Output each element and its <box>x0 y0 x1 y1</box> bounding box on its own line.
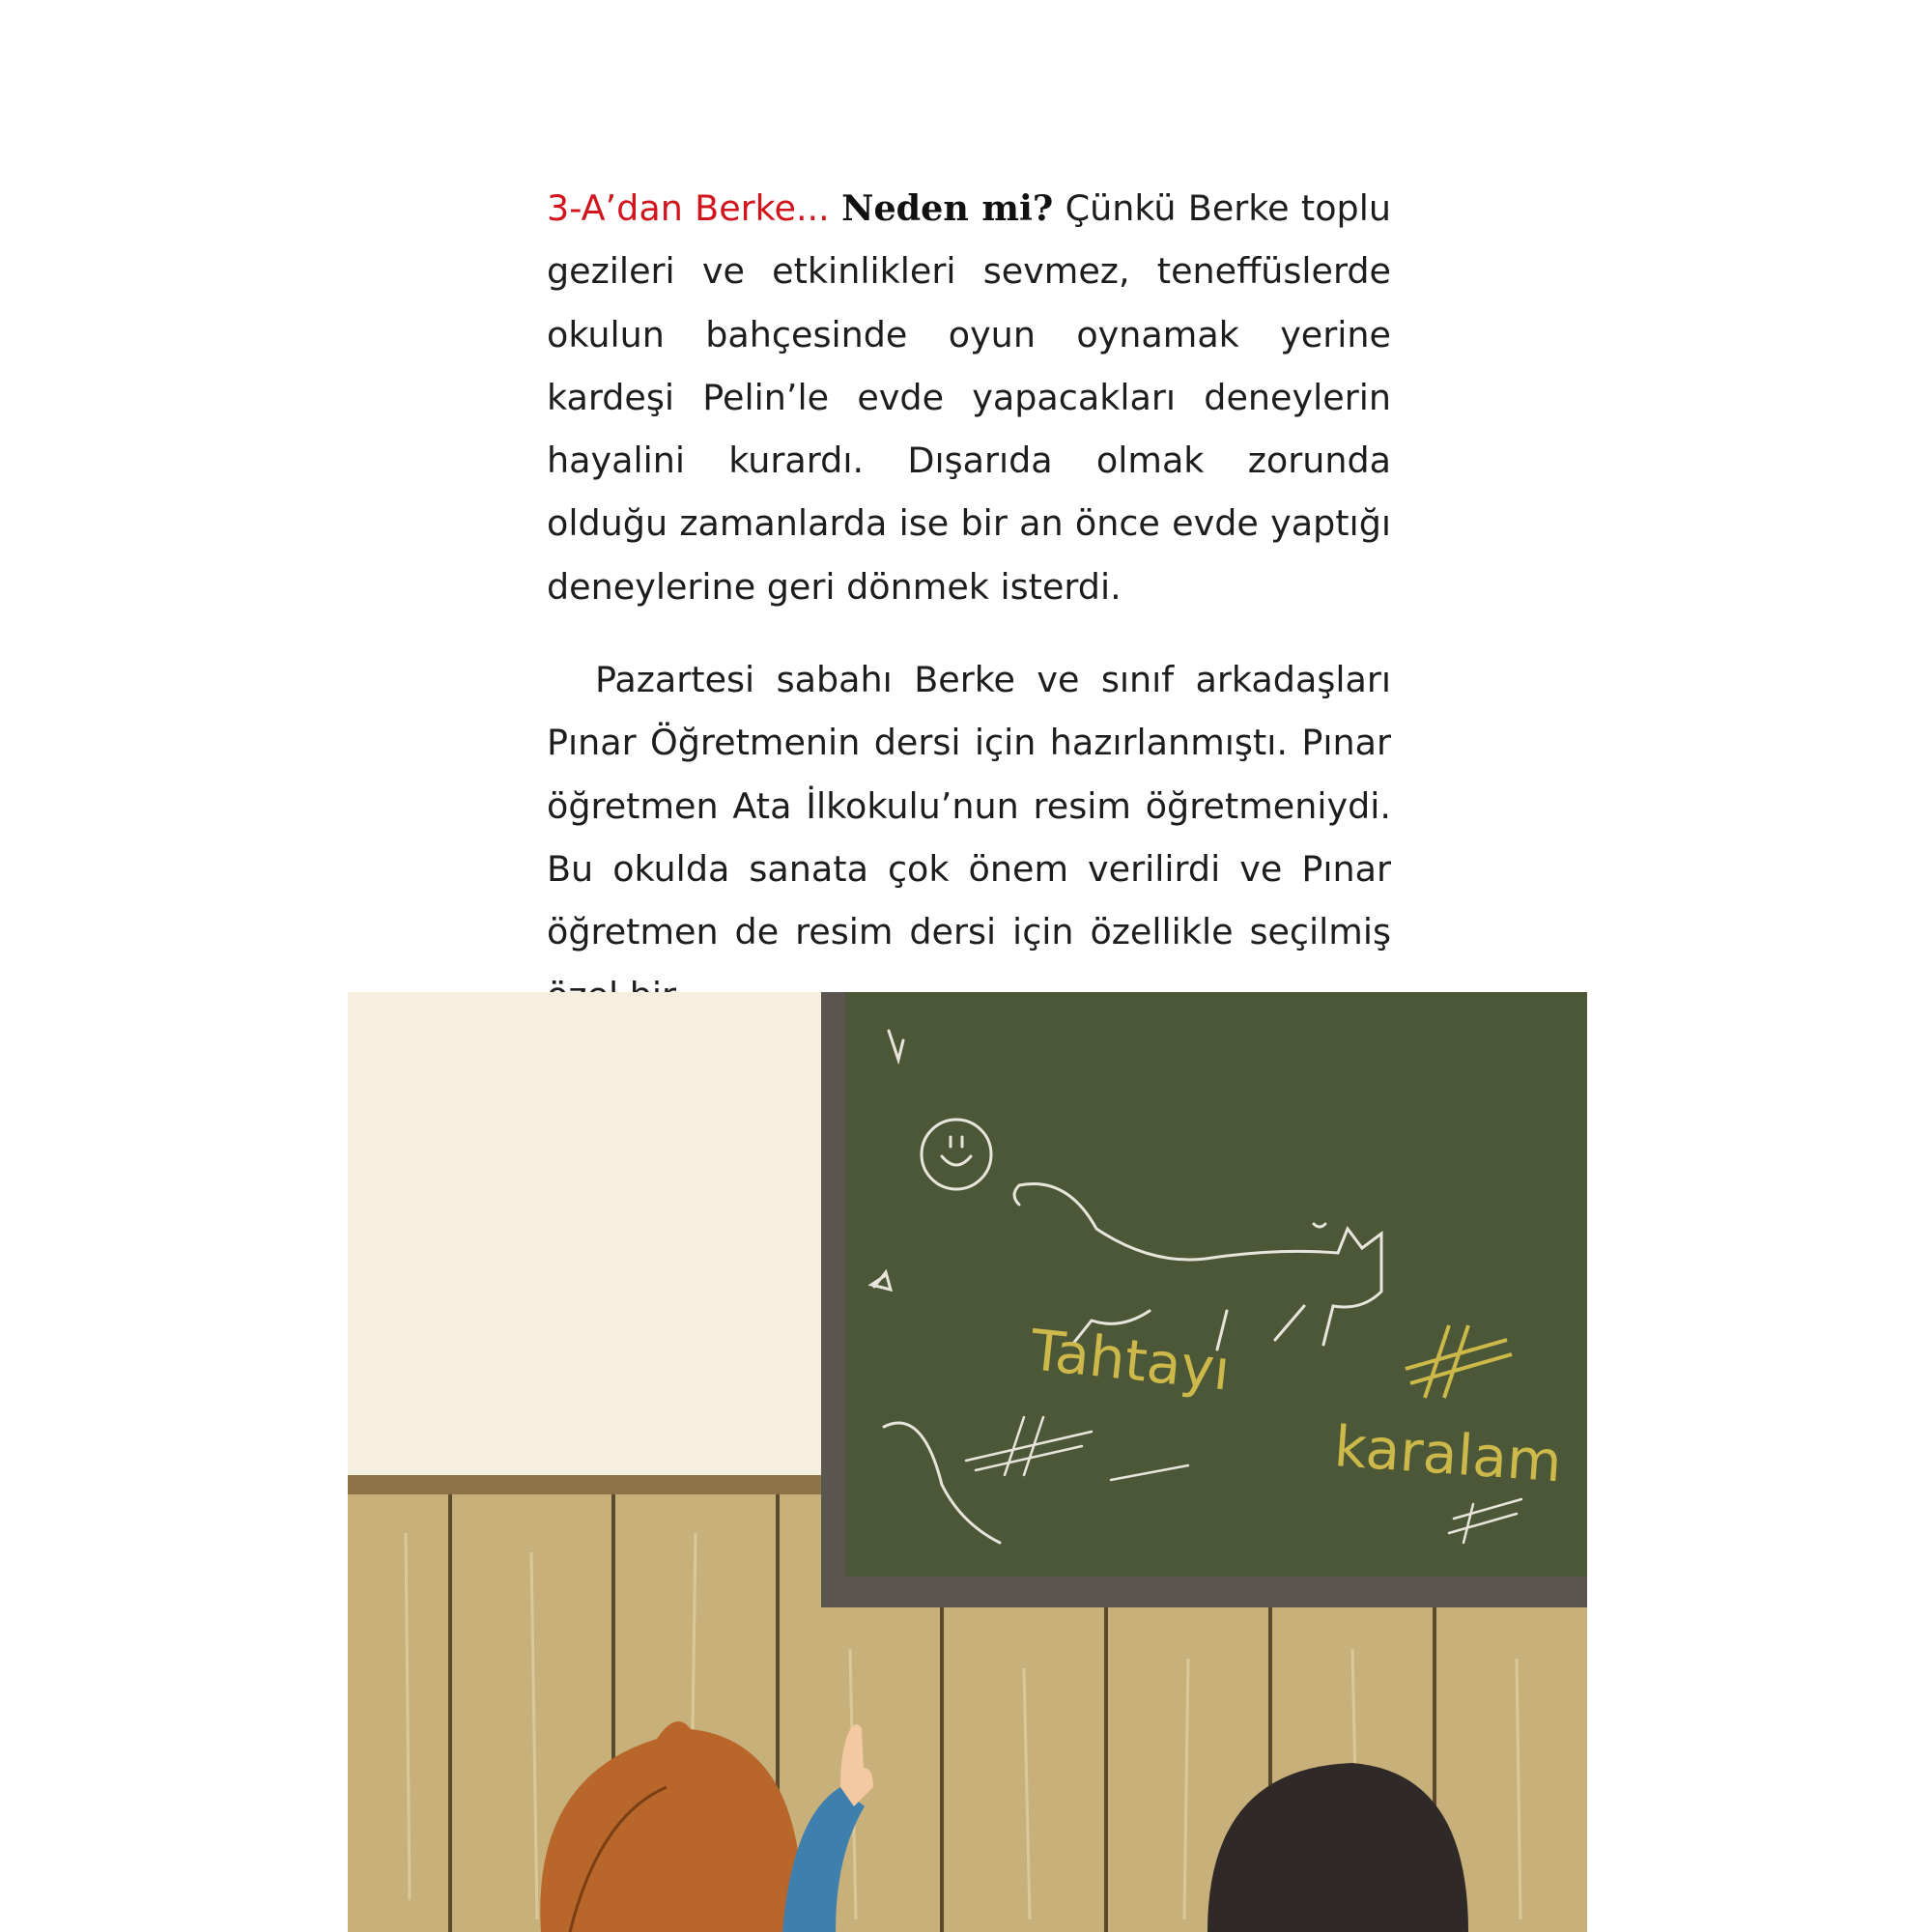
lead-red-text: 3-A’dan Berke... <box>547 187 830 229</box>
chalk-text-line2: karalam <box>1332 1413 1564 1495</box>
paragraph-2 <box>547 648 1391 1027</box>
classroom-illustration <box>348 992 1587 1932</box>
page-text <box>547 177 1391 1027</box>
lead-bold-text: Neden mi? <box>841 187 1054 229</box>
paragraph-1 <box>547 177 1391 618</box>
chalk-text-line1: Tahtayı <box>1027 1317 1234 1404</box>
paragraph-1-body: Çünkü Berke toplu gezileri ve etkinlikleri sevmez, teneffüslerde okulun bahçesinde oyun oynamak yerine kardeşi Pelin’le evde yapacakları deneylerin hayalini kurardı. Dışarıda olmak zorunda olduğu zamanlarda ise bir an önce evde yaptığı deneylerine geri dönmek isterdi. <box>547 187 1391 608</box>
paragraph-2-body: Pazartesi sabahı Berke ve sınıf arkadaşları Pınar Öğretmenin dersi için hazırlanmıştı. Pınar öğretmen Ata İlkokulu’nun resim öğretmeniydi. Bu okulda sanata çok önem verilirdi ve Pınar öğretmen de resim dersi için özellikle seçilmiş <box>547 659 1391 953</box>
